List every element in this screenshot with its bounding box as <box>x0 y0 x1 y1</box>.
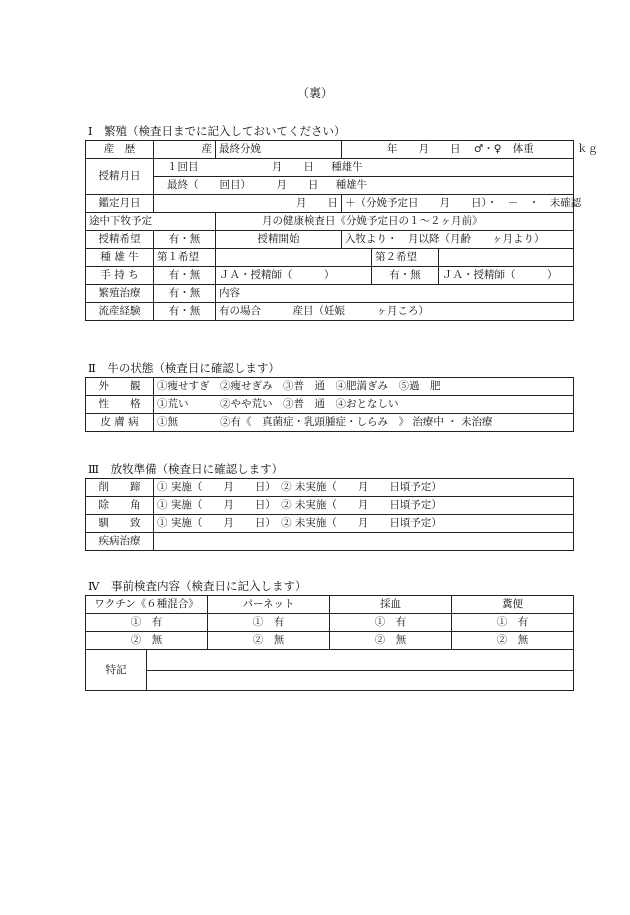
condition-table <box>85 377 574 432</box>
hoof-trim-options[interactable]: ① 実施（ 月 日） ② 未実施（ 月 日頃予定） <box>154 479 574 497</box>
last-calving-cell[interactable] <box>342 141 599 159</box>
disease-treatment-row <box>86 533 574 551</box>
appraisal-label: 鑑定月日 <box>86 195 154 213</box>
last-calving-date: 年 月 日 <box>387 143 461 155</box>
parnet-no[interactable]: ② 無 <box>208 632 330 650</box>
pretest-yes-row <box>86 614 574 632</box>
hoof-trim-label: 削 蹄 <box>86 479 154 497</box>
pretest-table <box>85 595 574 691</box>
note-field-1[interactable] <box>147 650 574 671</box>
acclimation-label: 馴 致 <box>86 515 154 533</box>
insemination-last-cell[interactable] <box>154 177 574 195</box>
feces-yes[interactable]: ① 有 <box>452 614 574 632</box>
blood-yes[interactable]: ① 有 <box>330 614 452 632</box>
preparation-table <box>85 478 574 551</box>
insemination-date-label: 授精月日 <box>86 159 154 195</box>
parity-unit: 産 <box>154 141 216 159</box>
midway-row <box>86 213 574 231</box>
page-title: （裏） <box>296 86 333 100</box>
insemination-wish-yn[interactable]: 有・無 <box>154 231 216 249</box>
hoof-trim-row <box>86 479 574 497</box>
blood-no[interactable]: ② 無 <box>330 632 452 650</box>
carry-yn[interactable]: 有・無 <box>154 267 216 285</box>
bull-first-label: 第１希望 <box>154 249 216 267</box>
temperament-row <box>86 396 574 414</box>
disease-treatment-field[interactable] <box>154 533 574 551</box>
treatment-label: 繁殖治療 <box>86 285 154 303</box>
bull-second-field[interactable] <box>439 249 574 267</box>
section-3-heading: Ⅲ 放牧準備（検査日に確認します） <box>88 462 284 476</box>
bull-label: 種 雄 牛 <box>86 249 154 267</box>
parity-row <box>86 141 574 159</box>
feces-no[interactable]: ② 無 <box>452 632 574 650</box>
disease-treatment-label: 疾病治療 <box>86 533 154 551</box>
treatment-yn[interactable]: 有・無 <box>154 285 216 303</box>
midway-text[interactable]: 月の健康検査日《分娩予定日の１～２ヶ月前》 <box>216 213 574 231</box>
abortion-text[interactable]: 有の場合 産目（妊娠 ヶ月ころ） <box>216 303 574 321</box>
calf-weight-unit: ｋｇ <box>577 143 599 155</box>
dehorn-options[interactable]: ① 実施（ 月 日） ② 未実施（ 月 日頃予定） <box>154 497 574 515</box>
vaccine-no[interactable]: ② 無 <box>86 632 208 650</box>
header-feces: 糞便 <box>452 596 574 614</box>
vaccine-yes[interactable]: ① 有 <box>86 614 208 632</box>
treatment-content[interactable]: 内容 <box>216 285 574 303</box>
insemination-first-date: 月 日 <box>271 161 314 173</box>
header-vaccine: ワクチン《６種混合》 <box>86 596 208 614</box>
carry-row <box>86 267 574 285</box>
parnet-yes[interactable]: ① 有 <box>208 614 330 632</box>
dehorn-label: 除 角 <box>86 497 154 515</box>
midway-label: 途中下牧予定 <box>86 213 216 231</box>
carry-ja[interactable]: ＪＡ・授精師（ ） <box>216 267 372 285</box>
last-calving-label: 最終分娩 <box>216 141 342 159</box>
expected-calving[interactable]: ＋（分娩予定日 月 日）・ － ・ 未確認 <box>342 195 574 213</box>
insemination-start[interactable]: 入牧より・ 月以降（月齢 ヶ月より） <box>342 231 574 249</box>
insemination-first-bull: 種雄牛 <box>331 161 363 173</box>
breeding-table <box>85 140 599 321</box>
note-field-2[interactable] <box>147 670 574 691</box>
insemination-first-cell[interactable] <box>154 159 574 177</box>
skin-disease-label: 皮 膚 病 <box>86 414 154 432</box>
acclimation-options[interactable]: ① 実施（ 月 日） ② 未実施（ 月 日頃予定） <box>154 515 574 533</box>
insemination-first-row <box>86 159 574 177</box>
carry-label: 手 持 ち <box>86 267 154 285</box>
skin-disease-row <box>86 414 574 432</box>
bull-row <box>86 249 574 267</box>
insemination-last-bull: 種雄牛 <box>335 179 368 191</box>
section-4-heading: Ⅳ 事前検査内容（検査日に記入します） <box>88 579 307 593</box>
parity-label: 産 歴 <box>86 141 154 159</box>
header-blood: 採血 <box>330 596 452 614</box>
temperament-label: 性 格 <box>86 396 154 414</box>
appearance-options[interactable]: ①痩せすぎ ②痩せぎみ ③普 通 ④肥満ぎみ ⑤過 肥 <box>154 378 574 396</box>
insemination-wish-label: 授精希望 <box>86 231 154 249</box>
carry-ja-2[interactable]: ＪＡ・授精師（ ） <box>439 267 574 285</box>
treatment-row <box>86 285 574 303</box>
insemination-start-label: 授精開始 <box>216 231 342 249</box>
abortion-label: 流産経験 <box>86 303 154 321</box>
pretest-no-row <box>86 632 574 650</box>
abortion-row <box>86 303 574 321</box>
section-2-heading: Ⅱ 牛の状態（検査日に確認します） <box>88 361 280 375</box>
appearance-row <box>86 378 574 396</box>
calf-weight-label: 体重 <box>512 143 534 155</box>
temperament-options[interactable]: ①荒い ②やや荒い ③普 通 ④おとなしい <box>154 396 574 414</box>
skin-disease-options[interactable]: ①無 ②有《 真菌症・乳頭腫症・しらみ 》 治療中 ・ 未治療 <box>154 414 574 432</box>
dehorn-row <box>86 497 574 515</box>
calf-sex: ♂・♀ <box>473 143 502 155</box>
note-row-2 <box>86 670 574 691</box>
acclimation-row <box>86 515 574 533</box>
insemination-last-row <box>86 177 574 195</box>
carry-yn-2[interactable]: 有・無 <box>372 267 439 285</box>
insemination-last-date: 月 日 <box>276 179 319 191</box>
insemination-wish-row <box>86 231 574 249</box>
header-parnet: パーネット <box>208 596 330 614</box>
insemination-first-label: １回目 <box>167 161 199 173</box>
bull-first-field[interactable] <box>216 249 372 267</box>
bull-second-label: 第２希望 <box>372 249 439 267</box>
appearance-label: 外 観 <box>86 378 154 396</box>
insemination-last-label: 最終（ 回目） <box>167 179 251 191</box>
appraisal-row <box>86 195 574 213</box>
note-label: 特記 <box>86 650 147 691</box>
pretest-header-row <box>86 596 574 614</box>
note-row-1 <box>86 650 574 671</box>
appraisal-date[interactable]: 月 日 <box>154 195 342 213</box>
abortion-yn[interactable]: 有・無 <box>154 303 216 321</box>
section-1-heading: Ⅰ 繁殖（検査日までに記入しておいてください） <box>88 124 346 138</box>
